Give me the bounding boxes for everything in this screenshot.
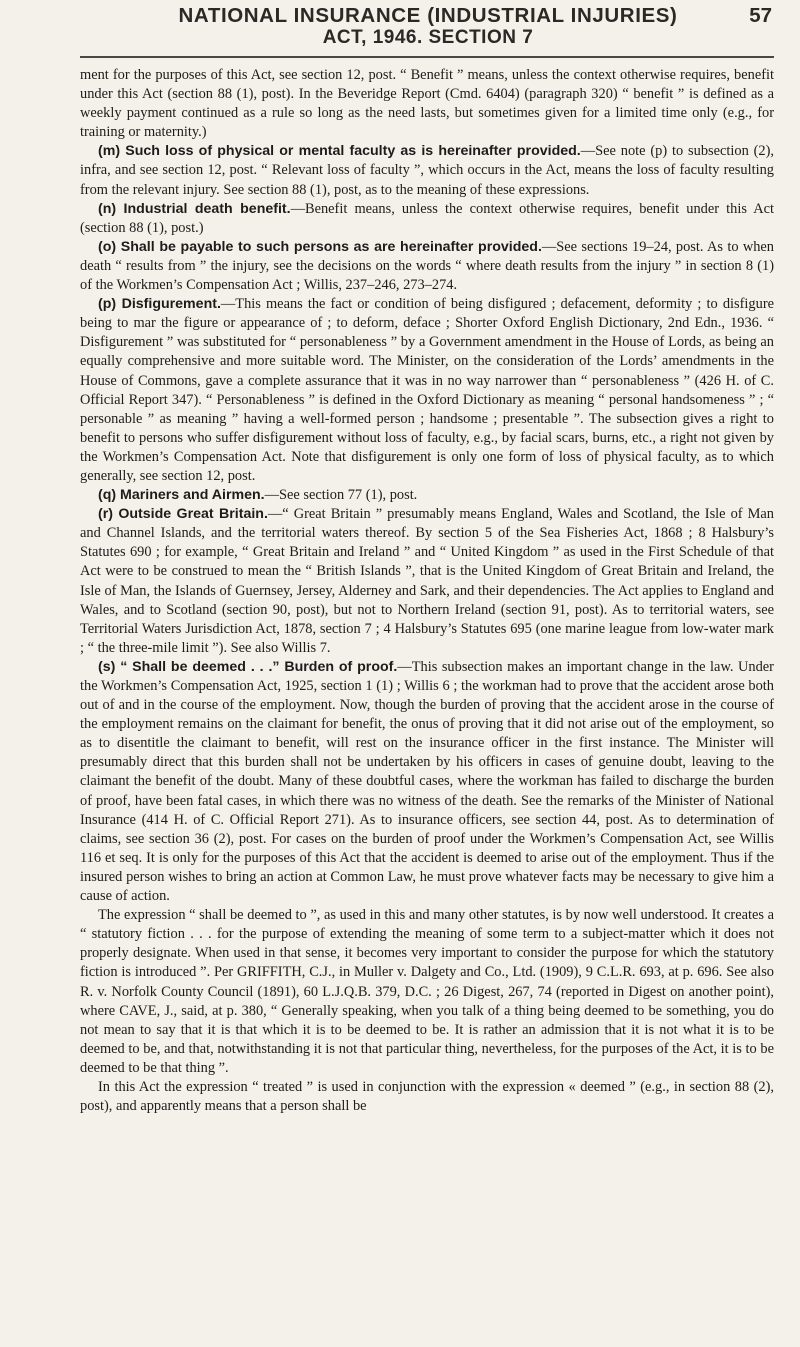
paragraph-text: —This means the fact or condition of being disfigured ; defacement, deformity ; to disfigure being to mar the figure or appearance of ; to deform, deface ; Shorter Oxford English Dictionary, 2nd Edn., 1936. “ Disfigurement ” was substituted for “ personableness ” by a Government amendment in the House of Lords, as being an equally comprehensive and more suitable word. The Minister, on the consideration of the Lords’ amendments in the House of Commons, gave a complete assurance that it was in no way narrower than “ personableness ” (426 H. of C. Official Report 347). “ Personableness ” is defined in the Oxford Dictionary as meaning “ personal handsomeness ” ; “ personable ” as meaning ” having a well-formed person ; handsome ; presentable ”. The subsection gives a right to benefit to persons who suffer disfigurement without loss of faculty, e.g., by facial scars, burns, etc., a right not given by the Workmen’s Compensation Act. Note that disfigurement is only one form of loss of physical faculty, as to which generally, see section 12, post. <box>80 296 775 484</box>
paragraph-text: —See note (p) to subsection (2), infra, and see section 12, post. “ Relevant loss of faculty ”, which occurs in the Act, means the loss of faculty resulting from the relevant injury. See section 88 (1), post, as to the meaning of these expressions. <box>80 143 774 198</box>
paragraph-term: (p) Disfigurement. <box>98 296 221 313</box>
body-text <box>80 66 774 1116</box>
paragraph <box>80 238 774 295</box>
paragraph-term: (s) “ Shall be deemed . . .” Burden of proof. <box>98 658 398 675</box>
page-number: 57 <box>749 4 772 27</box>
paragraph-term: (n) Industrial death benefit. <box>98 200 291 217</box>
header-rule <box>80 56 774 58</box>
subhead <box>76 27 780 48</box>
page-header <box>76 4 780 50</box>
paragraph <box>80 658 774 906</box>
paragraph-term: (o) Shall be payable to such persons as are hereinafter provided. <box>98 238 542 255</box>
paragraph <box>80 142 774 199</box>
paragraph-text: The expression “ shall be deemed to ”, as used in this and many other statutes, is by now well understood. It creates a “ statutory fiction . . . for the purpose of extending the meaning of some term to a subject-matter which it does not properly designate. When used in that sense, it becomes very important to consider the purpose for which the statutory fiction is introduced ”. Per GRIFFITH, C.J., in Muller v. Dalgety and Co., Ltd. (1909), 9 C.L.R. 693, at p. 696. See also R. v. Norfolk County Council (1891), 60 L.J.Q.B. 379, D.C. ; 26 Digest, 267, 74 (reported in Digest on another point), where CAVE, J., said, at p. 380, “ Generally speaking, when you talk of a thing being deemed to be something, you do not mean to say that it is that which it is to be deemed to be. It is rather an admission that it is not what it is to be deemed to be, and that, notwithstanding it is not that particular thing, nevertheless, for the purposes of the Act, it is to be deemed to be that thing ”. <box>80 907 774 1076</box>
paragraph-text: —See sections 19–24, post. As to when death “ results from ” the injury, see the decisions on the words “ where death results from the injury ” in section 8 (1) of the Workmen’s Compensation Act ; Willis, 237–246, 273–274. <box>80 238 774 294</box>
paragraph-term: (q) Mariners and Airmen. <box>98 487 265 504</box>
paragraph-text: In this Act the expression “ treated ” is used in conjunction with the expression « deemed ” (e.g., in section 88 (2), post), and apparently means that a person shall be <box>80 1078 774 1115</box>
paragraph-text: ment for the purposes of this Act, see section 12, post. “ Benefit ” means, unless the context otherwise requires, benefit under this Act (section 88 (1), post). In the Beveridge Report (Cmd. 6404) (paragraph 320) “ benefit ” is defined as a weekly payment continued as a rule so long as the need lasts, but sometimes given for a limited time only (e.g., for training or maternity.) <box>80 67 774 141</box>
paragraph <box>80 906 774 1078</box>
running-head: NATIONAL INSURANCE (INDUSTRIAL INJURIES) <box>178 4 678 27</box>
paragraph <box>80 66 774 142</box>
paragraph <box>80 295 774 486</box>
paragraph-text: —Benefit means, unless the context otherwise requires, benefit under this Act (section 88 (1), post.) <box>80 200 775 236</box>
paragraph <box>80 486 774 505</box>
paragraph-text: —This subsection makes an important change in the law. Under the Workmen’s Compensation Act, 1925, section 1 (1) ; Willis 6 ; the workman had to prove that the accident arose both out of and in the course of the employment. Now, though the burden of proving that the accident arose in the course of the employment remains on the claimant for benefit, the onus of proving that it did not arise out of the employment, so as to disentitle the claimant to benefit, will rest on the insurance officer in the first instance. The Minister will presumably direct that this burden shall not be undertaken by his officers in cases of genuine doubt, leaving to the claimant the benefit of the doubt. Many of these doubtful cases, where the workman has failed to discharge the burden of proof, have been fatal cases, in which there was no witness of the death. See the remarks of the Minister of National Insurance (414 H. of C. Official Report 271). As to insurance officers, see section 44, post. As to determination of claims, see section 36 (2), post. For cases on the burden of proof under the Workmen’s Compensation Act, see Willis 116 et seq. It is only for the purposes of this Act that the accident is deemed to arise out of the employment. Thus if the insured person wishes to bring an action at Common Law, he must prove whatever facts may be necessary to give him a cause of action. <box>80 658 774 905</box>
paragraph-text: —“ Great Britain ” presumably means England, Wales and Scotland, the Isle of Man and Channel Islands, and the territorial waters thereof. By section 5 of the Sea Fisheries Act, 1868 ; 8 Halsbury’s Statutes 690 ; for example, “ Great Britain and Ireland ” and “ United Kingdom ” as used in the First Schedule of that Act were to be construed to mean the “ British Islands ”, that is the United Kingdom of Great Britain and Ireland, the Isle of Man, the Islands of Guernsey, Jersey, Alderney and Sark, and their dependencies. The Act applies to England and Wales, and to Scotland (section 90, post), but not to Northern Ireland (section 91, post). As to territorial waters, see Territorial Waters Jurisdiction Act, 1878, section 7 ; 4 Halsbury’s Statutes 695 (one marine league from low-water mark ; “ the three-mile limit ”). See also Willis 7. <box>80 506 774 656</box>
paragraph <box>80 200 774 238</box>
paragraph <box>80 505 774 658</box>
paragraph-text: —See section 77 (1), post. <box>264 487 418 504</box>
paragraph-term: (m) Such loss of physical or mental faculty as is hereinafter provided. <box>98 143 581 160</box>
paragraph <box>80 1078 774 1116</box>
paragraph-term: (r) Outside Great Britain. <box>98 506 268 523</box>
section-heading: ACT, 1946. SECTION 7 <box>322 27 534 48</box>
